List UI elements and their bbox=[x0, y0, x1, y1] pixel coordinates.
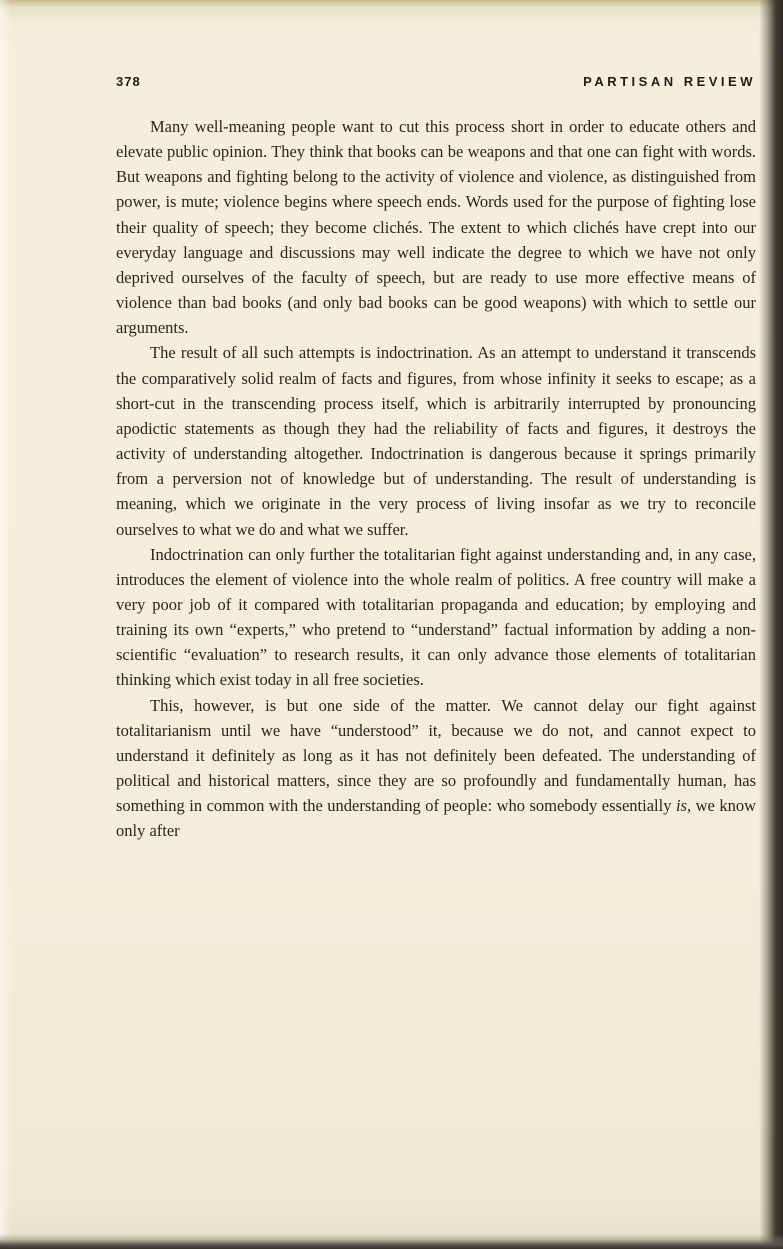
text-run: Many well-meaning people want to cut this process short in order to educate others and elevate public opinion. They think that books can be weapons and that one can fight with words. But weapons and fighting belong to the activity of violence and violence, as distinguished from power, is mute; violence begins where speech ends. Words used for the purpose of fighting lose their quality of speech; they become clichés. The extent to which clichés have crept into our everyday language and discussions may well indicate the degree to which we have not only deprived ourselves of the faculty of speech, but are ready to use more effective means of violence than bad books (and only bad books can be good weapons) with which to settle our arguments. bbox=[116, 117, 756, 338]
scan-edge-right bbox=[759, 0, 783, 1249]
text-run: , we know only after bbox=[116, 796, 756, 841]
page-body bbox=[116, 114, 756, 844]
paragraph bbox=[116, 340, 756, 541]
page-header bbox=[116, 74, 756, 89]
page-number: 378 bbox=[116, 74, 141, 89]
journal-title: PARTISAN REVIEW bbox=[583, 74, 756, 89]
paragraph bbox=[116, 693, 756, 844]
italic-text: is bbox=[675, 796, 687, 816]
text-run: The result of all such attempts is indoctrination. As an attempt to understand it transcends the comparatively solid realm of facts and figures, from whose infinity it seeks to escape; as a short-cut in the transcending process itself, which is arbitrarily interrupted by pronouncing apodictic statements as though they had the reliability of facts and figures, it destroys the activity of understanding altogether. Indoctrination is dangerous because it springs primarily from a perversion not of knowledge but of understanding. The result of understanding is meaning, which we originate in the very process of living insofar as we try to reconcile ourselves to what we do and what we suffer. bbox=[116, 343, 756, 539]
paragraph bbox=[116, 114, 756, 340]
paragraph bbox=[116, 542, 756, 693]
page-content bbox=[116, 74, 756, 844]
text-run: Indoctrination can only further the totalitarian fight against understanding and, in any case, introduces the element of violence into the whole realm of politics. A free country will make a very poor job of it compared with totalitarian propaganda and education; by employing and training its own “experts,” who pretend to “understand” factual information by adding a non-scientific “evaluation” to research results, it can only advance those elements of totalitarian thinking which exist today in all free societies. bbox=[116, 544, 756, 690]
scan-edge-left bbox=[0, 0, 12, 1249]
text-run: This, however, is but one side of the matter. We cannot delay our fight against totalitarianism until we have “understood” it, because we do not, and cannot expect to understand it definitely as long as it has not definitely been defeated. The understanding of political and historical matters, since they are so profoundly and fundamentally human, has something in common with the understanding of people: who somebody essentially bbox=[116, 695, 756, 816]
scan-edge-bottom bbox=[0, 1234, 783, 1249]
